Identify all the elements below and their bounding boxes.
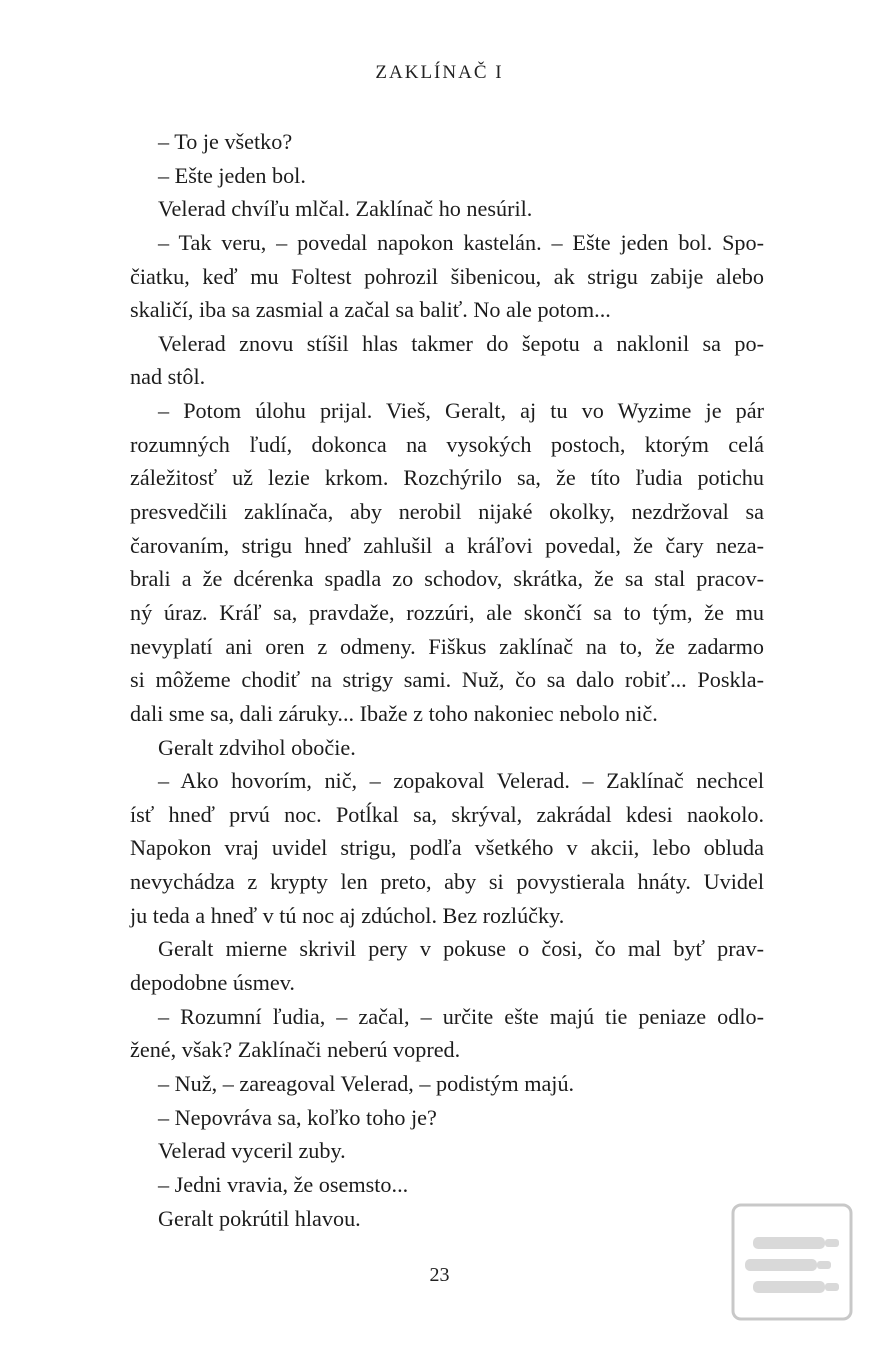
- text-line: brali a že dcérenka spadla zo schodov, skrátka, že sa stal pracov-: [130, 566, 764, 592]
- text-line: ju teda a hneď v tú noc aj zdúchol. Bez rozlúčky.: [130, 902, 565, 928]
- text-line: Geralt zdvihol obočie.: [158, 734, 356, 760]
- body-text: [130, 125, 764, 1235]
- text-line: Napokon vraj uvidel strigu, podľa všetkého v akcii, lebo obluda: [130, 835, 764, 861]
- text-line: Geralt pokrútil hlavou.: [158, 1205, 361, 1231]
- text-line: si môžeme chodiť na strigy sami. Nuž, čo sa dalo robiť... Poskla-: [130, 667, 764, 693]
- text-line: – Jedni vravia, že osemsto...: [158, 1171, 409, 1197]
- text-line: – Potom úlohu prijal. Vieš, Geralt, aj tu vo Wyzime je pár: [158, 398, 764, 424]
- text-line: Geralt mierne skrivil pery v pokuse o čosi, čo mal byť prav-: [158, 936, 764, 962]
- text-line: – Rozumní ľudia, – začal, – určite ešte majú tie peniaze odlo-: [158, 1003, 764, 1029]
- text-line: záležitosť už lezie krkom. Rozchýrilo sa, že títo ľudia potichu: [130, 465, 764, 491]
- text-line: rozumných ľudí, dokonca na vysokých postoch, ktorým celá: [130, 431, 764, 457]
- text-line: – Tak veru, – povedal napokon kastelán. – Ešte jeden bol. Spo-: [158, 229, 764, 255]
- text-line: ný úraz. Kráľ sa, pravdaže, rozzúri, ale skončí sa to tým, že mu: [130, 599, 764, 625]
- text-line: žené, však? Zaklínači neberú vopred.: [130, 1037, 461, 1063]
- text-line: depodobne úsmev.: [130, 970, 295, 996]
- text-line: – Nepovráva sa, koľko toho je?: [158, 1104, 437, 1130]
- text-line: – To je všetko?: [158, 129, 293, 154]
- text-line: dali sme sa, dali záruky... Ibaže z toho nakoniec nebolo nič.: [130, 700, 658, 726]
- text-line: skaličí, iba sa zasmial a začal sa baliť. No ale potom...: [130, 297, 611, 323]
- text-line: presvedčili zaklínača, aby nerobil nijaké okolky, nezdržoval sa: [130, 499, 764, 525]
- text-line: nad stôl.: [130, 364, 206, 390]
- text-line: Velerad vyceril zuby.: [158, 1138, 346, 1164]
- text-line: Velerad chvíľu mlčal. Zaklínač ho nesúril.: [158, 196, 533, 222]
- text-line: nevychádza z krypty len preto, aby si povystierala hnáty. Uvidel: [130, 869, 764, 895]
- text-line: ísť hneď prvú noc. Potĺkal sa, skrýval, zakrádal kdesi naokolo.: [130, 801, 764, 827]
- book-stack-icon: [731, 1203, 853, 1321]
- text-line: nevyplatí ani oren z odmeny. Fiškus zaklínač na to, že zadarmo: [130, 633, 764, 659]
- text-line: – Nuž, – zareagoval Velerad, – podistým majú.: [158, 1070, 575, 1096]
- text-line: Velerad znovu stíšil hlas takmer do šepotu a naklonil sa po-: [158, 330, 764, 356]
- page-number: 23: [429, 1264, 450, 1286]
- text-line: – Ako hovorím, nič, – zopakoval Velerad. – Zaklínač nechcel: [158, 768, 764, 794]
- running-head: ZAKLÍNAČ I: [375, 62, 504, 83]
- text-line: – Ešte jeden bol.: [158, 162, 306, 188]
- text-line: čarovaním, strigu hneď zahlušil a kráľovi povedal, že čary neza-: [130, 532, 764, 558]
- text-line: čiatku, keď mu Foltest pohrozil šibenicou, ak strigu zabije alebo: [130, 263, 764, 289]
